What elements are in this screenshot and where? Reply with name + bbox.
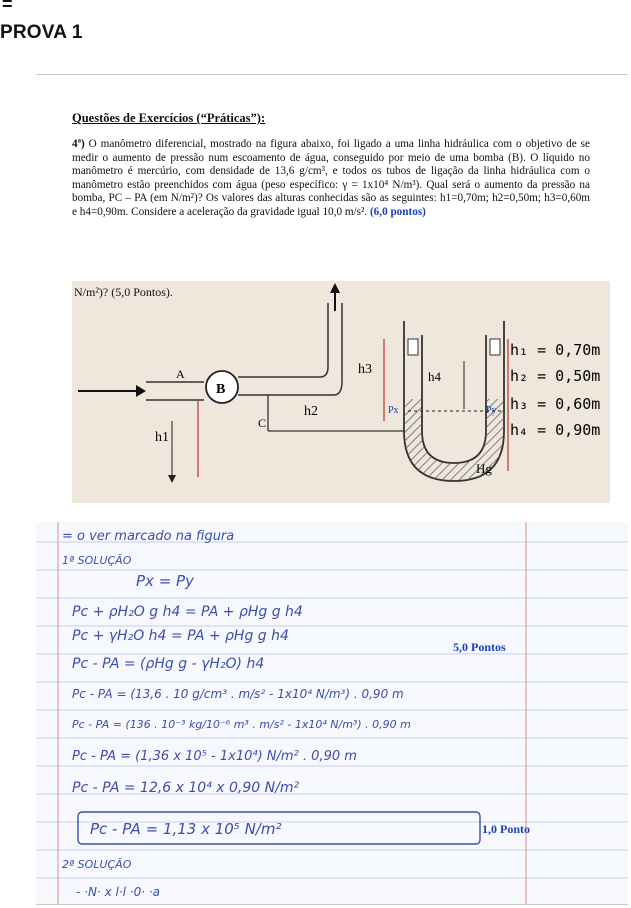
point-py-label: Py: [486, 405, 497, 416]
solution-line-7: Pc - PA = (136 . 10⁻³ kg/10⁻⁶ m³ . m/s² - 1x10⁴ N/m³) . 0,90 m: [72, 718, 411, 731]
h1-label: h1: [155, 430, 169, 445]
menu-icon[interactable]: =: [2, 0, 13, 14]
solution-line-5: Pc - PA = (ρHg g - γH₂O) h4: [72, 656, 265, 672]
question-paragraph: [72, 138, 590, 220]
solution-line-8: Pc - PA = (1,36 x 10⁵ - 1x10⁴) N/m² . 0,90 m: [72, 749, 357, 764]
point-a-label: A: [176, 367, 185, 381]
height-value-h4: h₄ = 0,90m: [510, 421, 601, 439]
height-value-h2: h₂ = 0,50m: [510, 367, 601, 385]
point-c-label: C: [258, 416, 267, 430]
question-number: 4ª): [72, 138, 85, 150]
pump-b-label: B: [216, 382, 226, 397]
score-main-label: 5,0 Pontos: [453, 640, 506, 654]
solution-heading-2: 2ª SOLUÇÃO: [62, 858, 132, 871]
manometer-figure: [72, 281, 610, 503]
h2-label: h2: [304, 404, 318, 419]
question-points: (6,0 pontos): [369, 205, 426, 218]
solution-line-1: = o ver marcado na figura: [62, 529, 235, 544]
page-title: PROVA 1: [0, 22, 83, 43]
height-value-h1: h₁ = 0,70m: [510, 341, 601, 359]
height-value-h3: h₃ = 0,60m: [510, 395, 601, 413]
score-final-label: 1,0 Ponto: [482, 822, 530, 836]
figure-caption: N/m²)? (5,0 Pontos).: [74, 285, 173, 299]
solution-line-3: Pc + ρH₂O g h4 = PA + ρHg g h4: [72, 604, 303, 620]
h3-label: h3: [358, 362, 372, 377]
solution-line-4: Pc + γH₂O h4 = PA + ρHg g h4: [72, 628, 289, 644]
solution-final-answer: Pc - PA = 1,13 x 10⁵ N/m²: [90, 820, 282, 838]
section-title: Questões de Exercícios (“Práticas”):: [72, 111, 266, 125]
solution-line-last: - ·N· x l·l ·0· ·a: [76, 885, 161, 899]
point-px-label: Px: [388, 405, 399, 416]
solution-line-9: Pc - PA = 12,6 x 10⁴ x 0,90 N/m²: [72, 780, 300, 796]
mercury-label: Hg: [476, 461, 492, 476]
solution-heading-1: 1ª SOLUÇÃO: [62, 554, 132, 567]
bottom-divider: [36, 904, 628, 905]
solution-line-2: Px = Py: [136, 572, 194, 590]
handwritten-solution: [36, 522, 628, 904]
solution-line-6: Pc - PA = (13,6 . 10 g/cm³ . m/s² - 1x10⁴ N/m³) . 0,90 m: [72, 687, 404, 701]
top-divider: [36, 74, 628, 75]
h4-label: h4: [428, 369, 441, 384]
question-text: O manômetro diferencial, mostrado na figura abaixo, foi ligado a uma linha hidráulica com o objetivo de se medir o aumento de pressão num escoamento de água, conseguido por meio de uma bomba (B). O líquido no manômetro é mercúrio, com densidade de 13,6 g/cm³, e todos os tubos de ligação da linha hidráulica com o manômetro estão preenchidos com água (peso específico: γ = 1x10⁴ N/m³). Qual será o aumento da pressão na bomba, PC – PA (em N/m²)? Os valores das alturas conhecidas são as seguintes: h1=0,70m; h2=0,50m; h3=0,60m e h4=0,90m. Considere a aceleração da gravidade igual 10,0 m/s².: [72, 138, 591, 218]
